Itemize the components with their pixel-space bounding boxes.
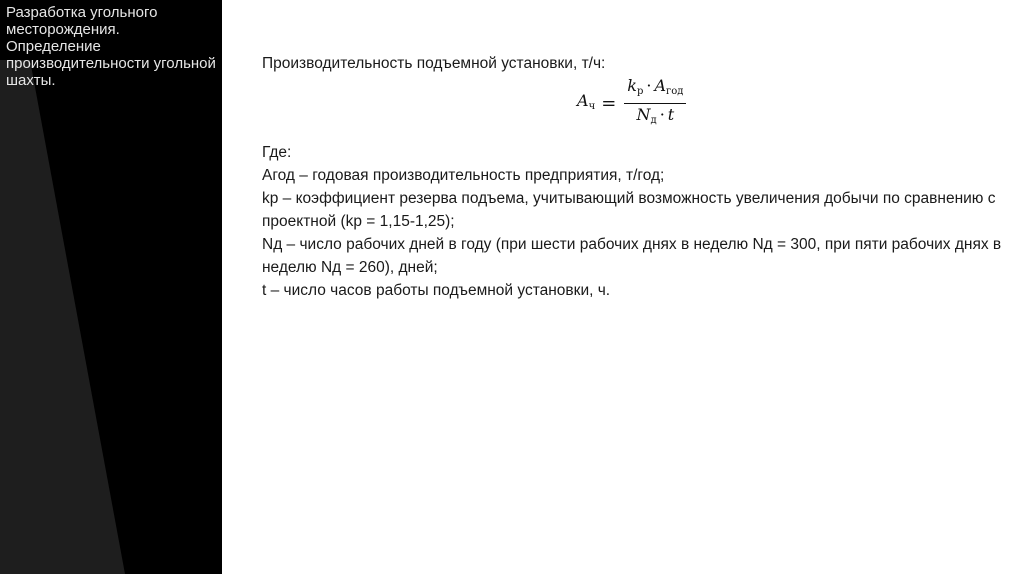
definition-agod: Агод – годовая производительность предприятия, т/год; [262,167,665,184]
formula-lhs: $A_ч$ [577,90,596,112]
definition-kr: kр – коэффициент резерва подъема, учитывающий возможность увеличения добычи по сравнению с проектной (kр = 1,15-1,25); [262,190,996,230]
formula-fraction [624,75,686,132]
slide-title: Разработка угольного месторождения. Определение производительности угольной шахты. [6,4,216,89]
formula-numerator: $k_р \cdot A_{год}$ [627,75,684,97]
intro-text: Производительность подъемной установки, т/ч: [262,55,606,72]
formula [262,75,1002,141]
formula-equals: = [601,92,617,114]
definition-t: t – число часов работы подъемной установки, ч. [262,282,611,299]
formula-denominator: $N_д \cdot t$ [636,104,675,126]
main-content [262,52,1002,302]
where-label: Где: [262,144,292,161]
sidebar-panel [0,0,222,574]
sidebar-shape [0,60,125,574]
definition-nd: Nд – число рабочих дней в году (при шести рабочих днях в неделю Nд = 300, при пяти рабочих днях в неделю Nд = 260), дней; [262,236,1002,276]
